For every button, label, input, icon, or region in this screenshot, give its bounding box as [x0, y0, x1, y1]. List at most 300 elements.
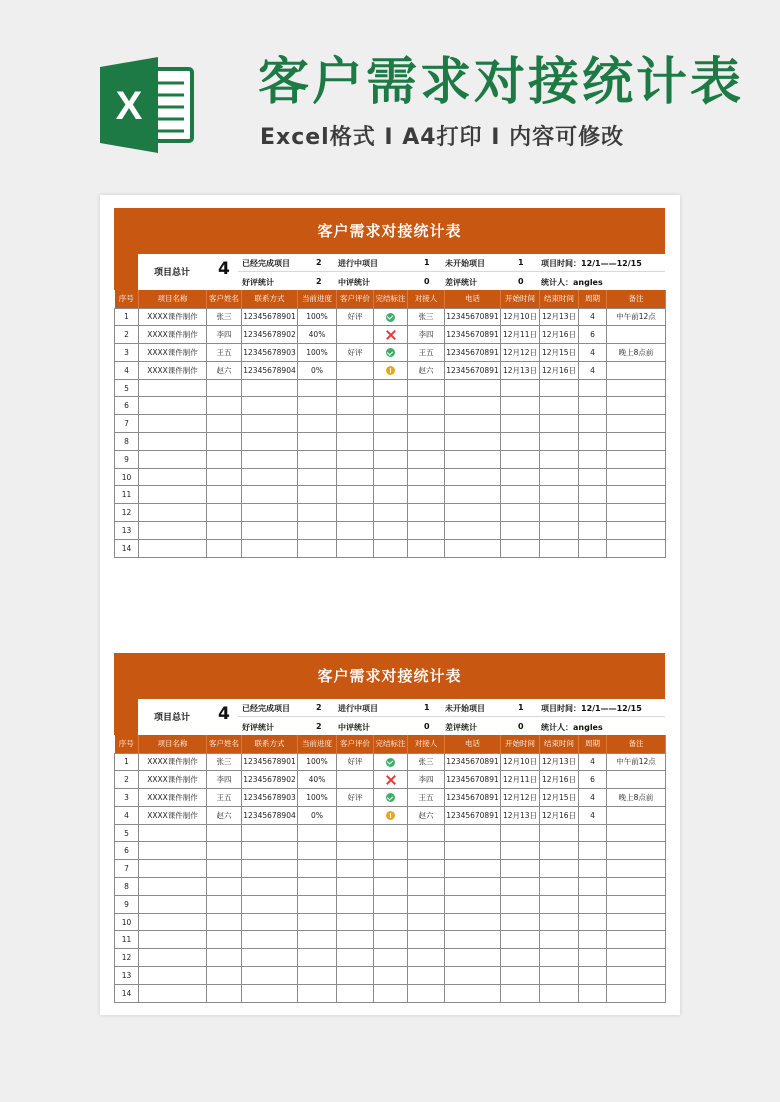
end-date-cell: 12月16日	[540, 326, 579, 344]
empty-cell	[337, 895, 374, 913]
row-number-cell: 6	[115, 842, 139, 860]
empty-cell	[408, 895, 445, 913]
project-name-cell: XXXX课件制作	[139, 806, 207, 824]
empty-cell	[408, 379, 445, 397]
empty-cell	[540, 539, 579, 557]
empty-cell	[337, 379, 374, 397]
handler-name-cell: 李四	[408, 771, 445, 789]
empty-cell	[445, 433, 501, 451]
table-row	[115, 468, 666, 486]
row-number-cell: 1	[115, 753, 139, 771]
table-row	[115, 984, 666, 1002]
empty-cell	[298, 415, 337, 433]
empty-cell	[540, 931, 579, 949]
end-date-cell: 12月13日	[540, 753, 579, 771]
empty-cell	[540, 415, 579, 433]
project-name-cell: XXXX课件制作	[139, 326, 207, 344]
empty-cell	[501, 433, 540, 451]
handler-phone-cell: 12345670891	[445, 771, 501, 789]
empty-cell	[501, 878, 540, 896]
empty-cell	[579, 842, 607, 860]
empty-cell	[501, 824, 540, 842]
empty-cell	[607, 984, 666, 1002]
contact-phone-cell: 12345678904	[242, 361, 298, 379]
empty-cell	[501, 522, 540, 540]
empty-cell	[408, 486, 445, 504]
row-number-cell: 11	[115, 486, 139, 504]
empty-cell	[207, 415, 242, 433]
empty-cell	[298, 878, 337, 896]
column-header: 完结标注	[374, 735, 408, 753]
empty-cell	[298, 967, 337, 985]
column-header: 开始时间	[501, 735, 540, 753]
mid-review-label: 中评统计	[338, 278, 370, 287]
table-row	[115, 931, 666, 949]
completion-mark-cell	[374, 771, 408, 789]
empty-cell	[408, 468, 445, 486]
empty-cell	[242, 486, 298, 504]
empty-cell	[607, 931, 666, 949]
column-header: 开始时间	[501, 290, 540, 308]
empty-cell	[207, 842, 242, 860]
empty-cell	[207, 468, 242, 486]
empty-cell	[374, 931, 408, 949]
empty-cell	[139, 949, 207, 967]
row-number-cell: 13	[115, 522, 139, 540]
empty-cell	[374, 824, 408, 842]
empty-cell	[445, 842, 501, 860]
empty-cell	[445, 895, 501, 913]
completion-mark-cell	[374, 344, 408, 362]
empty-cell	[540, 949, 579, 967]
empty-cell	[607, 522, 666, 540]
summary-divider	[238, 716, 665, 717]
empty-cell	[607, 415, 666, 433]
project-name-cell: XXXX课件制作	[139, 361, 207, 379]
empty-cell	[337, 878, 374, 896]
empty-cell	[408, 397, 445, 415]
empty-cell	[540, 878, 579, 896]
customer-rating-cell: 好评	[337, 308, 374, 326]
check-circle-icon	[386, 793, 395, 802]
empty-cell	[337, 468, 374, 486]
progress-cell: 0%	[298, 806, 337, 824]
empty-cell	[445, 931, 501, 949]
project-name-cell: XXXX课件制作	[139, 753, 207, 771]
empty-cell	[374, 895, 408, 913]
empty-cell	[207, 931, 242, 949]
empty-cell	[540, 522, 579, 540]
empty-cell	[298, 895, 337, 913]
empty-cell	[579, 984, 607, 1002]
sheet-title: 客户需求对接统计表	[114, 653, 665, 699]
not-started-value: 1	[518, 258, 524, 267]
empty-cell	[540, 984, 579, 1002]
empty-cell	[445, 913, 501, 931]
empty-cell	[374, 486, 408, 504]
empty-cell	[207, 486, 242, 504]
empty-cell	[501, 504, 540, 522]
customer-rating-cell: 好评	[337, 753, 374, 771]
bad-review-label: 差评统计	[445, 723, 477, 732]
row-number-cell: 4	[115, 806, 139, 824]
empty-cell	[607, 468, 666, 486]
column-header: 结束时间	[540, 290, 579, 308]
empty-cell	[298, 860, 337, 878]
empty-cell	[607, 539, 666, 557]
table-row	[115, 771, 666, 789]
table-row	[115, 878, 666, 896]
empty-cell	[579, 397, 607, 415]
empty-cell	[298, 504, 337, 522]
cycle-days-cell: 4	[579, 308, 607, 326]
empty-cell	[298, 433, 337, 451]
empty-cell	[501, 967, 540, 985]
project-name-cell: XXXX课件制作	[139, 344, 207, 362]
empty-cell	[242, 967, 298, 985]
empty-cell	[298, 949, 337, 967]
empty-cell	[374, 504, 408, 522]
row-number-cell: 12	[115, 949, 139, 967]
empty-cell	[374, 397, 408, 415]
empty-cell	[374, 433, 408, 451]
empty-cell	[408, 967, 445, 985]
summary-divider	[238, 271, 665, 272]
column-header: 对接人	[408, 290, 445, 308]
empty-cell	[374, 984, 408, 1002]
project-name-cell: XXXX课件制作	[139, 771, 207, 789]
empty-cell	[445, 486, 501, 504]
empty-cell	[139, 913, 207, 931]
start-date-cell: 12月10日	[501, 308, 540, 326]
empty-cell	[242, 415, 298, 433]
empty-cell	[242, 824, 298, 842]
cycle-days-cell: 6	[579, 771, 607, 789]
contact-phone-cell: 12345678901	[242, 308, 298, 326]
paper-sheet	[100, 195, 680, 1015]
end-date-cell: 12月16日	[540, 361, 579, 379]
empty-cell	[540, 860, 579, 878]
empty-cell	[298, 539, 337, 557]
row-number-cell: 10	[115, 468, 139, 486]
empty-cell	[337, 397, 374, 415]
row-number-cell: 3	[115, 789, 139, 807]
row-number-cell: 7	[115, 860, 139, 878]
row-number-cell: 10	[115, 913, 139, 931]
note-cell: 晚上8点前	[607, 789, 666, 807]
empty-cell	[501, 949, 540, 967]
empty-cell	[501, 450, 540, 468]
empty-cell	[607, 433, 666, 451]
empty-cell	[139, 522, 207, 540]
start-date-cell: 12月10日	[501, 753, 540, 771]
empty-cell	[207, 379, 242, 397]
empty-cell	[242, 895, 298, 913]
contact-phone-cell: 12345678902	[242, 326, 298, 344]
total-value: 4	[218, 704, 230, 724]
empty-cell	[139, 397, 207, 415]
empty-cell	[207, 860, 242, 878]
empty-cell	[607, 397, 666, 415]
empty-cell	[374, 949, 408, 967]
table-row	[115, 967, 666, 985]
empty-cell	[579, 931, 607, 949]
mid-review-label: 中评统计	[338, 723, 370, 732]
empty-cell	[207, 450, 242, 468]
column-header: 序号	[115, 290, 139, 308]
note-cell	[607, 326, 666, 344]
empty-cell	[501, 842, 540, 860]
empty-cell	[607, 450, 666, 468]
row-number-cell: 4	[115, 361, 139, 379]
empty-cell	[607, 878, 666, 896]
empty-cell	[607, 895, 666, 913]
empty-cell	[607, 504, 666, 522]
empty-cell	[501, 931, 540, 949]
table-row	[115, 397, 666, 415]
empty-cell	[374, 967, 408, 985]
column-header: 完结标注	[374, 290, 408, 308]
empty-cell	[337, 450, 374, 468]
project-time-label: 项目时间：12/1——12/15	[541, 259, 642, 268]
end-date-cell: 12月13日	[540, 308, 579, 326]
contact-phone-cell: 12345678904	[242, 806, 298, 824]
check-circle-icon	[386, 758, 395, 767]
good-review-label: 好评统计	[242, 723, 274, 732]
empty-cell	[337, 539, 374, 557]
bad-review-value: 0	[518, 277, 524, 286]
summary-panel	[114, 254, 665, 290]
handler-phone-cell: 12345670891	[445, 344, 501, 362]
empty-cell	[607, 486, 666, 504]
row-number-cell: 2	[115, 771, 139, 789]
empty-cell	[607, 967, 666, 985]
empty-cell	[445, 450, 501, 468]
empty-cell	[337, 842, 374, 860]
column-header: 客户评价	[337, 290, 374, 308]
empty-cell	[242, 539, 298, 557]
cycle-days-cell: 4	[579, 806, 607, 824]
empty-cell	[540, 397, 579, 415]
progress-cell: 100%	[298, 753, 337, 771]
data-table	[114, 735, 666, 1003]
column-header: 客户评价	[337, 735, 374, 753]
empty-cell	[408, 842, 445, 860]
table-row	[115, 753, 666, 771]
bad-review-label: 差评统计	[445, 278, 477, 287]
empty-cell	[501, 415, 540, 433]
empty-cell	[501, 913, 540, 931]
not-started-label: 未开始项目	[445, 259, 485, 268]
table-row	[115, 522, 666, 540]
customer-name-cell: 张三	[207, 308, 242, 326]
handler-phone-cell: 12345670891	[445, 789, 501, 807]
table-body	[115, 753, 666, 1002]
empty-cell	[579, 468, 607, 486]
empty-cell	[374, 913, 408, 931]
empty-cell	[579, 860, 607, 878]
empty-cell	[408, 913, 445, 931]
empty-cell	[445, 984, 501, 1002]
completed-label: 已经完成项目	[242, 259, 290, 268]
empty-cell	[298, 397, 337, 415]
completion-mark-cell	[374, 753, 408, 771]
empty-cell	[540, 913, 579, 931]
empty-cell	[408, 949, 445, 967]
customer-name-cell: 王五	[207, 789, 242, 807]
customer-name-cell: 张三	[207, 753, 242, 771]
empty-cell	[207, 949, 242, 967]
empty-cell	[540, 842, 579, 860]
cross-icon	[386, 330, 396, 340]
empty-cell	[207, 433, 242, 451]
empty-cell	[242, 379, 298, 397]
empty-cell	[445, 949, 501, 967]
progress-cell: 100%	[298, 308, 337, 326]
empty-cell	[501, 539, 540, 557]
empty-cell	[579, 522, 607, 540]
start-date-cell: 12月12日	[501, 344, 540, 362]
empty-cell	[374, 860, 408, 878]
row-number-cell: 8	[115, 878, 139, 896]
good-review-value: 2	[316, 277, 322, 286]
empty-cell	[607, 913, 666, 931]
customer-rating-cell	[337, 806, 374, 824]
empty-cell	[579, 949, 607, 967]
empty-cell	[445, 522, 501, 540]
table-row	[115, 860, 666, 878]
completed-label: 已经完成项目	[242, 704, 290, 713]
in-progress-value: 1	[424, 258, 430, 267]
row-number-cell: 14	[115, 984, 139, 1002]
empty-cell	[298, 379, 337, 397]
column-header: 当前进度	[298, 290, 337, 308]
empty-cell	[374, 539, 408, 557]
table-row	[115, 913, 666, 931]
column-header: 对接人	[408, 735, 445, 753]
empty-cell	[540, 433, 579, 451]
empty-cell	[540, 504, 579, 522]
good-review-value: 2	[316, 722, 322, 731]
cross-icon	[386, 775, 396, 785]
empty-cell	[298, 522, 337, 540]
empty-cell	[139, 842, 207, 860]
empty-cell	[408, 450, 445, 468]
empty-cell	[139, 486, 207, 504]
empty-cell	[408, 860, 445, 878]
column-header: 联系方式	[242, 735, 298, 753]
empty-cell	[337, 967, 374, 985]
sheet-title: 客户需求对接统计表	[114, 208, 665, 254]
empty-cell	[445, 397, 501, 415]
handler-name-cell: 张三	[408, 308, 445, 326]
table-row	[115, 361, 666, 379]
empty-cell	[242, 984, 298, 1002]
empty-cell	[337, 931, 374, 949]
empty-cell	[207, 824, 242, 842]
table-row	[115, 308, 666, 326]
statistics-sheet-1	[114, 208, 665, 558]
empty-cell	[607, 379, 666, 397]
empty-cell	[139, 931, 207, 949]
empty-cell	[337, 913, 374, 931]
empty-cell	[540, 895, 579, 913]
progress-cell: 100%	[298, 344, 337, 362]
column-header: 当前进度	[298, 735, 337, 753]
empty-cell	[139, 415, 207, 433]
empty-cell	[445, 415, 501, 433]
empty-cell	[501, 397, 540, 415]
empty-cell	[139, 504, 207, 522]
empty-cell	[408, 504, 445, 522]
empty-cell	[579, 379, 607, 397]
column-header: 备注	[607, 290, 666, 308]
column-header: 项目名称	[139, 735, 207, 753]
table-row	[115, 789, 666, 807]
empty-cell	[445, 539, 501, 557]
empty-cell	[374, 415, 408, 433]
good-review-label: 好评统计	[242, 278, 274, 287]
customer-name-cell: 李四	[207, 771, 242, 789]
handler-name-cell: 赵六	[408, 806, 445, 824]
empty-cell	[408, 415, 445, 433]
contact-phone-cell: 12345678901	[242, 753, 298, 771]
empty-cell	[337, 433, 374, 451]
empty-cell	[374, 878, 408, 896]
empty-cell	[579, 913, 607, 931]
empty-cell	[298, 468, 337, 486]
empty-cell	[298, 450, 337, 468]
table-header-row	[115, 735, 666, 753]
empty-cell	[501, 486, 540, 504]
empty-cell	[374, 450, 408, 468]
empty-cell	[540, 450, 579, 468]
progress-cell: 100%	[298, 789, 337, 807]
handler-phone-cell: 12345670891	[445, 326, 501, 344]
table-row	[115, 379, 666, 397]
empty-cell	[445, 878, 501, 896]
end-date-cell: 12月15日	[540, 344, 579, 362]
empty-cell	[579, 504, 607, 522]
empty-cell	[298, 842, 337, 860]
empty-cell	[607, 860, 666, 878]
row-number-cell: 6	[115, 397, 139, 415]
start-date-cell: 12月11日	[501, 326, 540, 344]
column-header: 客户姓名	[207, 735, 242, 753]
empty-cell	[139, 468, 207, 486]
empty-cell	[408, 931, 445, 949]
handler-phone-cell: 12345670891	[445, 308, 501, 326]
empty-cell	[242, 504, 298, 522]
empty-cell	[374, 468, 408, 486]
empty-cell	[540, 824, 579, 842]
empty-cell	[207, 397, 242, 415]
statistician-label: 统计人：angles	[541, 723, 603, 732]
empty-cell	[408, 522, 445, 540]
empty-cell	[337, 949, 374, 967]
empty-cell	[337, 415, 374, 433]
table-header-row	[115, 290, 666, 308]
table-row	[115, 842, 666, 860]
row-number-cell: 3	[115, 344, 139, 362]
empty-cell	[139, 824, 207, 842]
row-number-cell: 11	[115, 931, 139, 949]
table-row	[115, 486, 666, 504]
empty-cell	[242, 842, 298, 860]
table-row	[115, 824, 666, 842]
empty-cell	[408, 433, 445, 451]
start-date-cell: 12月12日	[501, 789, 540, 807]
